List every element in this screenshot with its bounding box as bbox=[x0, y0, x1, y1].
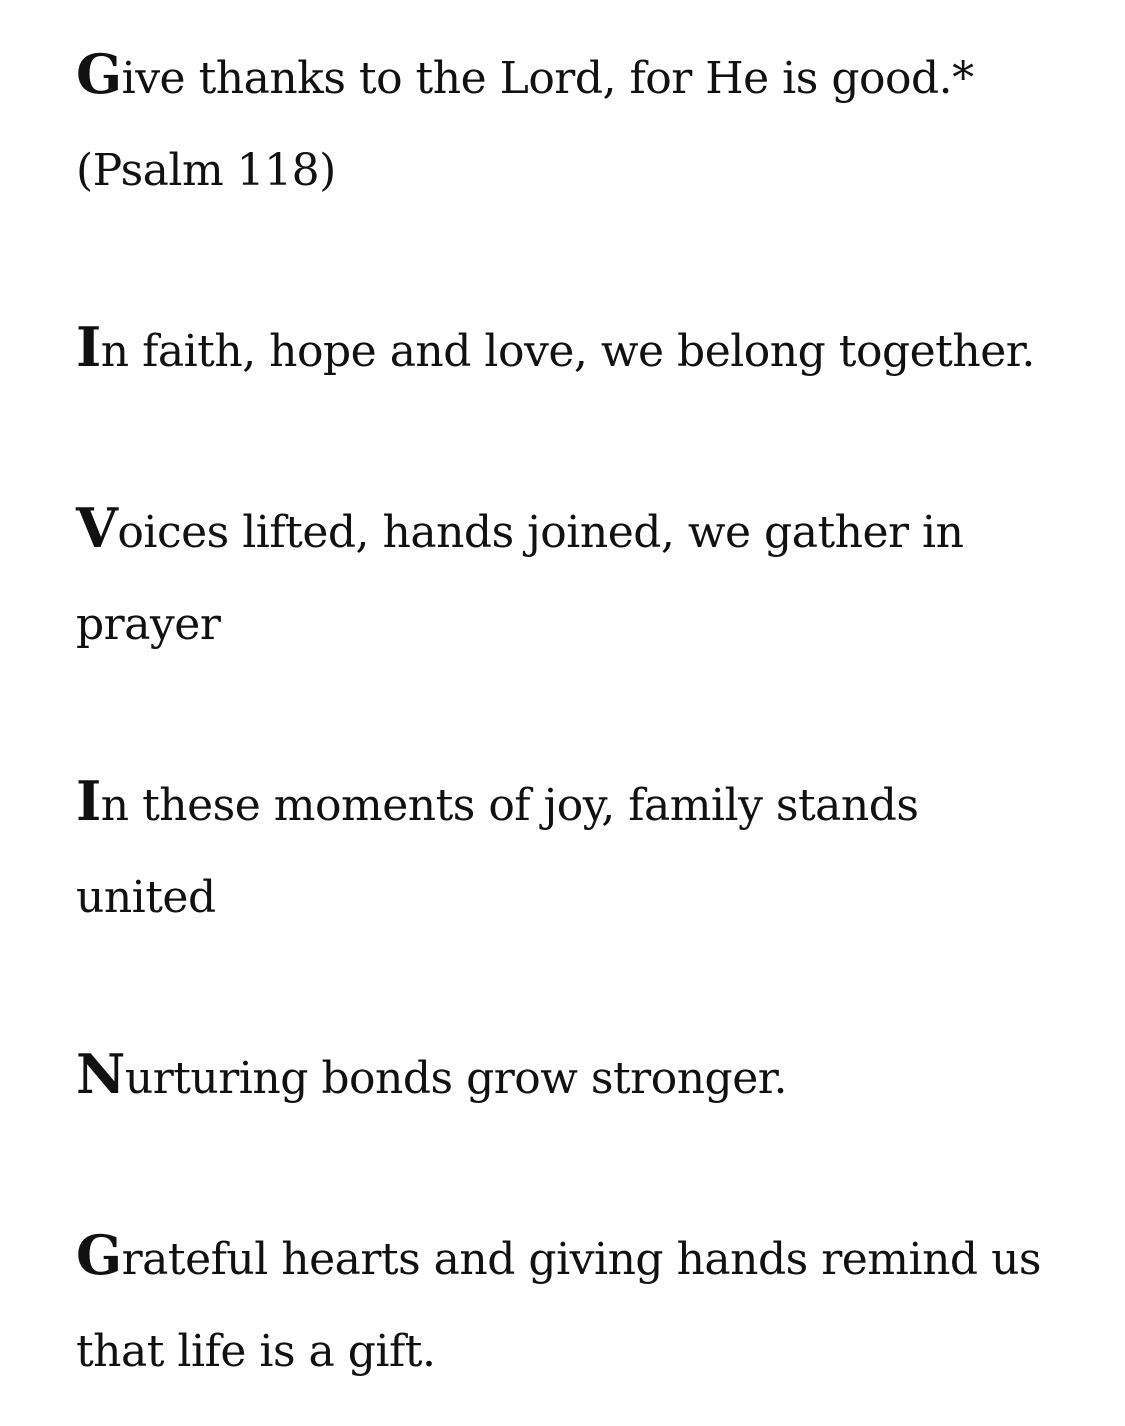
stanza-text: urturing bonds grow stronger. bbox=[124, 1053, 787, 1104]
stanza-1 bbox=[76, 28, 1066, 217]
stanza-text: oices lifted, hands joined, we gather in prayer bbox=[76, 507, 964, 650]
stanza-6 bbox=[76, 1209, 1066, 1398]
acrostic-poem bbox=[76, 28, 1066, 1398]
stanza-3 bbox=[76, 482, 1066, 671]
stanza-initial: I bbox=[76, 315, 101, 379]
stanza-initial: V bbox=[76, 496, 118, 560]
stanza-text: n faith, hope and love, we belong together. bbox=[100, 326, 1035, 377]
stanza-initial: N bbox=[76, 1042, 125, 1106]
stanza-5 bbox=[76, 1028, 1066, 1125]
stanza-text: rateful hearts and giving hands remind us that life is a gift. bbox=[76, 1234, 1041, 1377]
stanza-initial: G bbox=[76, 42, 122, 106]
stanza-2 bbox=[76, 301, 1066, 398]
stanza-initial: G bbox=[76, 1223, 122, 1287]
stanza-4 bbox=[76, 755, 1066, 944]
stanza-initial: I bbox=[76, 769, 101, 833]
stanza-text: n these moments of joy, family stands united bbox=[76, 780, 919, 923]
stanza-text: ive thanks to the Lord, for He is good.* (Psalm 118) bbox=[76, 53, 974, 196]
